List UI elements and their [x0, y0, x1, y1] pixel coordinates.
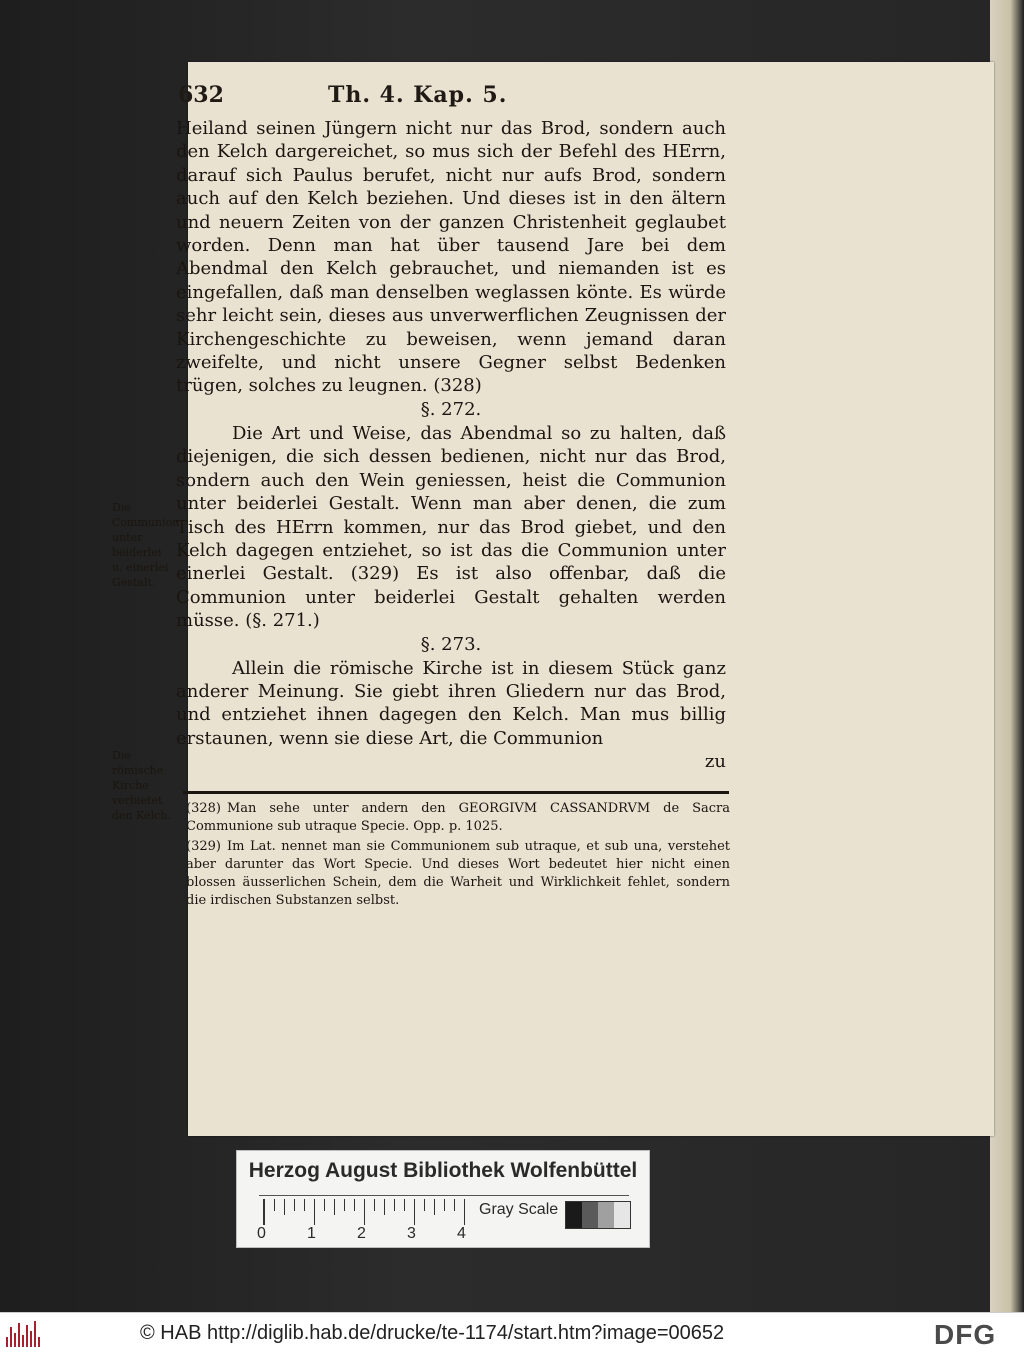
adjacent-page-edge — [990, 0, 1024, 1312]
ruler-number: 1 — [307, 1225, 316, 1242]
footnotes — [186, 800, 730, 912]
ruler-number: 0 — [257, 1225, 266, 1242]
footnote-number: (329) — [186, 839, 221, 854]
dfg-logo[interactable]: DFG — [934, 1319, 997, 1350]
paragraph: Allein die römische Kirche ist in diesem Stück ganz anderer Meinung. Sie giebt ihren Gliedern nur das Brod, und entziehet ihnen dagegen den Kelch. Man mus billig erstaunen, wenn sie diese Art, die Communion — [176, 657, 726, 749]
footnote-number: (328) — [186, 801, 221, 816]
ruler — [263, 1199, 474, 1225]
color-target-card — [236, 1150, 650, 1248]
section-heading: §. 272. — [420, 398, 482, 420]
footer-bar — [0, 1312, 1024, 1353]
paragraph: Heiland seinen Jüngern nicht nur das Brod, sondern auch den Kelch dargereichet, so mus sich der Befehl des HErrn, darauf sich Paulus berufet, nicht nur aufs Brod, sondern auch auf den Kelch beziehen. Und dieses ist in den ältern und neuern Zeiten von der ganzen Christenheit geglaubet worden. Denn man hat über tausend Jare bei dem Abendmal den Kelch gebrauchet, und niemanden ist es eingefallen, daß man denselben weglassen könte. Es würde sehr leicht sein, dieses aus unverwerflichen Zeugnissen der Kirchengeschichte zu beweisen, wenn jemand daran zweifelte, und nicht unsere Gegner selbst Bedenken trügen, solches zu leugnen. (328) — [176, 118, 726, 397]
gray-scale-label: Gray Scale — [479, 1201, 559, 1218]
gray-scale-swatches — [565, 1201, 631, 1229]
footnote-text: Man sehe unter andern den GEORGIVM CASSANDRVM de Sacra Communione sub utraque Specie. Opp. p. 1025. — [186, 801, 730, 834]
page-header — [178, 82, 728, 112]
gray-swatch — [614, 1202, 630, 1228]
gray-swatch — [598, 1202, 614, 1228]
card-divider — [259, 1195, 629, 1196]
paragraph: Die Art und Weise, das Abendmal so zu halten, daß diejenigen, die sich dessen bedienen, nicht nur das Brod, sondern auch den Wein geniessen, heist die Communion unter beiderlei Gestalt. Wenn man aber denen, die zum Tisch des HErrn kommen, nur das Brod giebet, und den Kelch dagegen entziehet, so ist das die Communion unter einerlei Gestalt. (329) Es ist also offenbar, daß die Communion unter beiderlei Gestalt gehalten werden müsse. (§. 271.) — [176, 422, 726, 632]
body-text — [176, 117, 726, 774]
ruler-number: 3 — [407, 1225, 416, 1242]
footnote-328 — [186, 800, 730, 836]
catchword: zu — [704, 751, 726, 773]
footnote-text: Im Lat. nennet man sie Communionem sub utraque, et sub una, verstehet aber darunter das Wort Specie. Und dieses Wort bedeutet hier nicht einen blossen äusserlichen Schein, dem die Warheit und Wirklichkeit fehlet, sondern die irdischen Substanzen selbst. — [186, 839, 730, 908]
copyright-link[interactable]: © HAB http://diglib.hab.de/drucke/te-1174/start.htm?image=00652 — [140, 1322, 725, 1344]
margin-note-272: Die Communion unter beiderlei u. einerlei Gestalt. — [112, 501, 180, 589]
hab-logo-icon[interactable] — [6, 1321, 44, 1347]
page-number: 632 — [178, 82, 224, 108]
footnote-329 — [186, 838, 730, 910]
footnote-divider — [183, 791, 729, 794]
margin-note-273: Die römische Kirche verbietet den Kelch. — [112, 749, 171, 822]
running-head: Th. 4. Kap. 5. — [328, 82, 508, 108]
ruler-number: 2 — [357, 1225, 366, 1242]
gray-swatch — [566, 1202, 582, 1228]
library-name: Herzog August Bibliothek Wolfenbüttel — [248, 1159, 638, 1182]
gray-swatch — [582, 1202, 598, 1228]
section-heading: §. 273. — [420, 633, 482, 655]
ruler-number: 4 — [457, 1225, 466, 1242]
